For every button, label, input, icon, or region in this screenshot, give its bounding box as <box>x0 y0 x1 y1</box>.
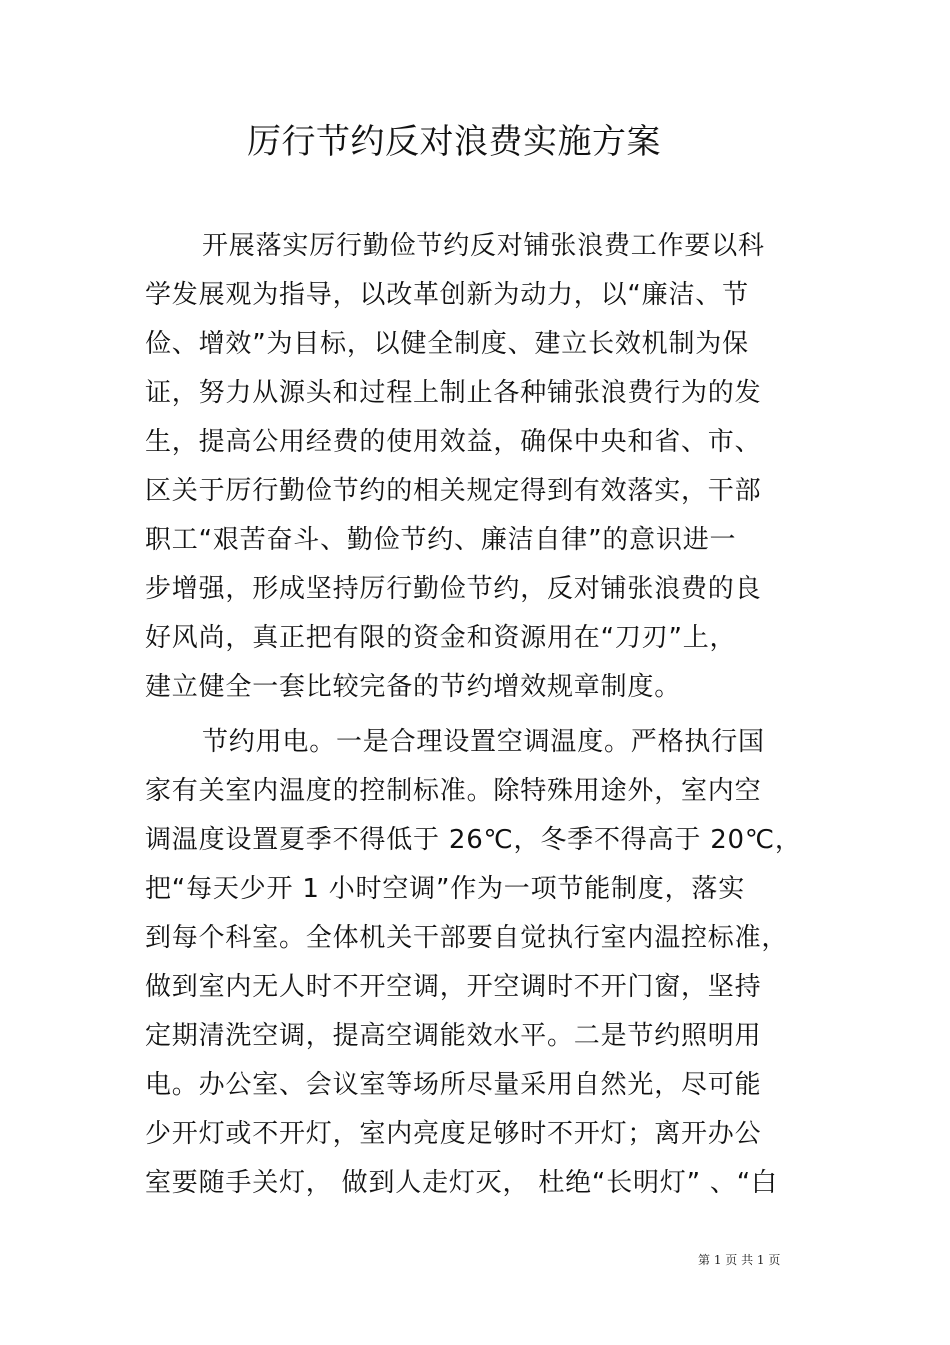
paragraph-line: 电。办公室、会议室等场所尽量采用自然光，尽可能 <box>145 1070 762 1100</box>
paragraph-line: 少开灯或不开灯，室内亮度足够时不开灯；离开办公 <box>145 1119 762 1149</box>
paragraph-line: 学发展观为指导，以改革创新为动力，以“廉洁、节 <box>145 280 749 310</box>
paragraph-line: 步增强，形成坚持厉行勤俭节约，反对铺张浪费的良 <box>145 574 762 604</box>
paragraph-line: 节约用电。一是合理设置空调温度。严格执行国 <box>202 727 765 757</box>
paragraph-line: 把“每天少开 1 小时空调”作为一项节能制度，落实 <box>145 874 746 904</box>
paragraph-line: 到每个科室。全体机关干部要自觉执行室内温控标准， <box>145 923 789 953</box>
paragraph-line: 做到室内无人时不开空调，开空调时不开门窗，坚持 <box>145 972 762 1002</box>
paragraph-line: 区关于厉行勤俭节约的相关规定得到有效落实，干部 <box>145 476 762 506</box>
page-number: 第 1 页 共 1 页 <box>698 1253 781 1267</box>
paragraph-line: 定期清洗空调，提高空调能效水平。二是节约照明用 <box>145 1021 762 1051</box>
paragraph-line: 好风尚，真正把有限的资金和资源用在“刀刃”上， <box>145 623 737 653</box>
paragraph-line: 生，提高公用经费的使用效益，确保中央和省、市、 <box>145 427 762 457</box>
paragraph-line: 俭、增效”为目标，以健全制度、建立长效机制为保 <box>145 329 749 359</box>
document-title: 厉行节约反对浪费实施方案 <box>247 122 661 162</box>
paragraph-line: 室要随手关灯， 做到人走灯灭， 杜绝“长明灯” 、“白 <box>145 1168 778 1198</box>
paragraph-line: 家有关室内温度的控制标准。除特殊用途外，室内空 <box>145 776 762 806</box>
paragraph-line: 调温度设置夏季不得低于 26℃，冬季不得高于 20℃， <box>145 825 802 855</box>
paragraph-line: 开展落实厉行勤俭节约反对铺张浪费工作要以科 <box>202 231 765 261</box>
paragraph-line: 职工“艰苦奋斗、勤俭节约、廉洁自律”的意识进一 <box>145 525 737 555</box>
paragraph-line: 证，努力从源头和过程上制止各种铺张浪费行为的发 <box>145 378 762 408</box>
paragraph-line: 建立健全一套比较完备的节约增效规章制度。 <box>145 672 682 702</box>
